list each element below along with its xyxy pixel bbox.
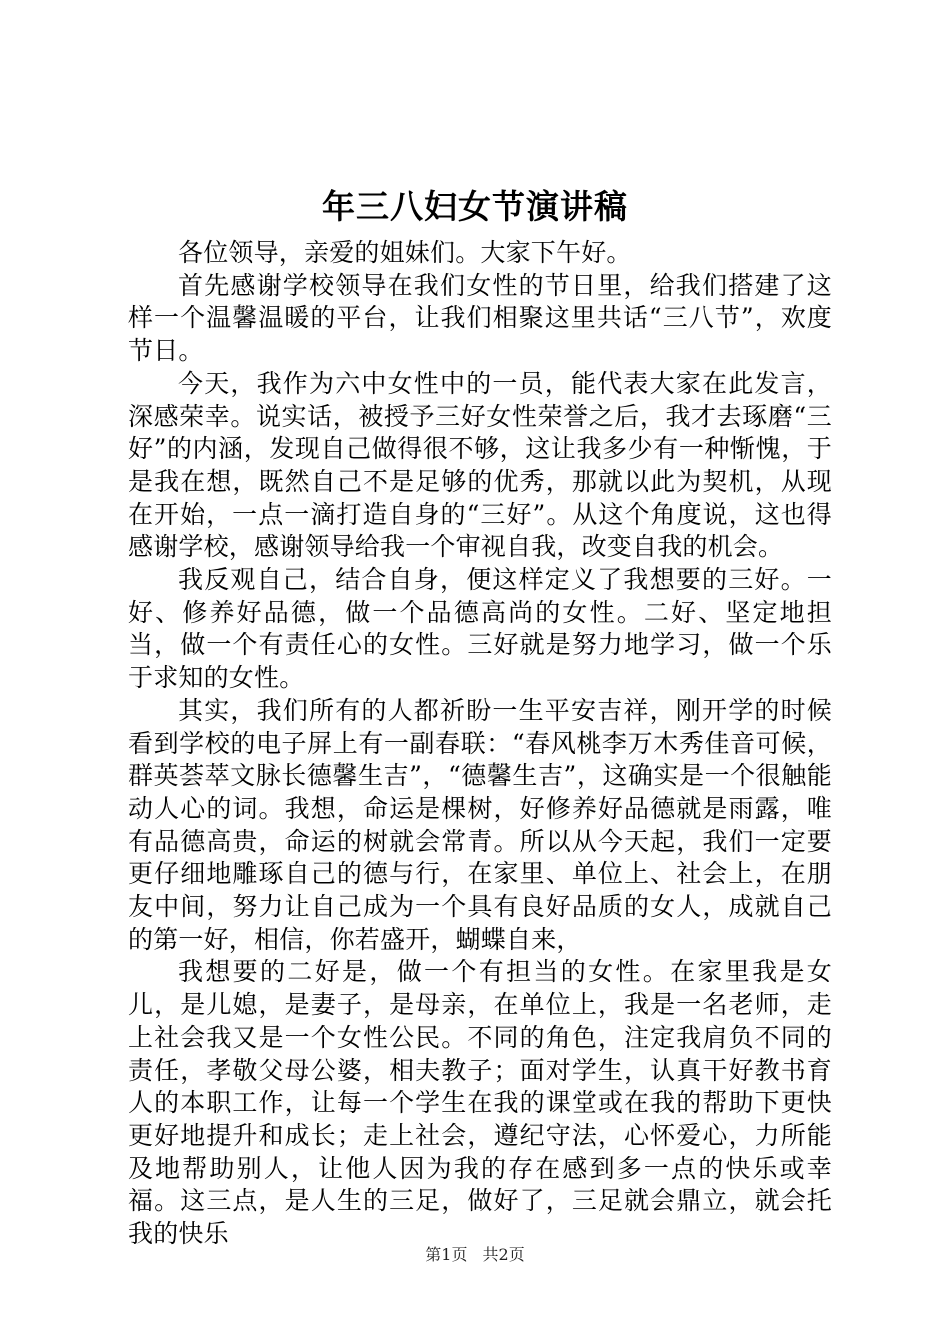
paragraph-honor: 今天，我作为六中女性中的一员，能代表大家在此发言，深感荣幸。说实话，被授予三好女性荣誉之后，我才去琢磨“三好”的内涵，发现自己做得很不够，这让我多少有一种惭愧，于是我在想，既然自己不是足够的优秀，那就以此为契机，从现在开始，一点一滴打造自身的“三好”。从这个角度说，这也得感谢学校，感谢领导给我一个审视自我，改变自我的机会。 <box>128 368 832 562</box>
paragraph-second-good: 我想要的二好是，做一个有担当的女性。在家里我是女儿，是儿媳，是妻子，是母亲，在单位上，我是一名老师，走上社会我又是一个女性公民。不同的角色，注定我肩负不同的责任，孝敬父母公婆，相夫教子；面对学生，认真干好教书育人的本职工作，让每一个学生在我的课堂或在我的帮助下更快更好地提升和成长；走上社会，遵纪守法，心怀爱心，力所能及地帮助别人，让他人因为我的存在感到多一点的快乐或幸福。这三点，是人生的三足，做好了，三足就会鼎立，就会托我的快乐 <box>128 957 832 1249</box>
paragraph-greeting: 各位领导，亲爱的姐妹们。大家下午好。 <box>178 238 632 267</box>
paragraph-thanks: 首先感谢学校领导在我们女性的节日里，给我们搭建了这样一个温馨温暖的平台，让我们相聚这里共话“三八节”，欢度节日。 <box>128 270 832 366</box>
page-footer <box>0 1244 950 1266</box>
page-number-current: 第1页 <box>425 1245 468 1264</box>
document-title: 年三八妇女节演讲稿 <box>322 187 628 226</box>
paragraph-first-good: 其实，我们所有的人都祈盼一生平安吉祥，刚开学的时候看到学校的电子屏上有一副春联：“春风桃李万木秀佳音可候，群英荟萃文脉长德馨生吉”，“德馨生吉”，这确实是一个很触能动人心的词。我想，命运是棵树，好修养好品德就是雨露，唯有品德高贵，命运的树就会常青。所以从今天起，我们一定要更仔细地雕琢自己的德与行，在家里、单位上、社会上，在朋友中间，努力让自己成为一个具有良好品质的女人，成就自己的第一好，相信，你若盛开，蝴蝶自来， <box>128 695 832 954</box>
page-number-total: 共2页 <box>482 1245 525 1264</box>
document-body <box>128 237 832 1251</box>
paragraph-three-goods: 我反观自己，结合自身，便这样定义了我想要的三好。一好、修养好品德，做一个品德高尚的女性。二好、坚定地担当，做一个有责任心的女性。三好就是努力地学习，做一个乐于求知的女性。 <box>128 565 832 693</box>
